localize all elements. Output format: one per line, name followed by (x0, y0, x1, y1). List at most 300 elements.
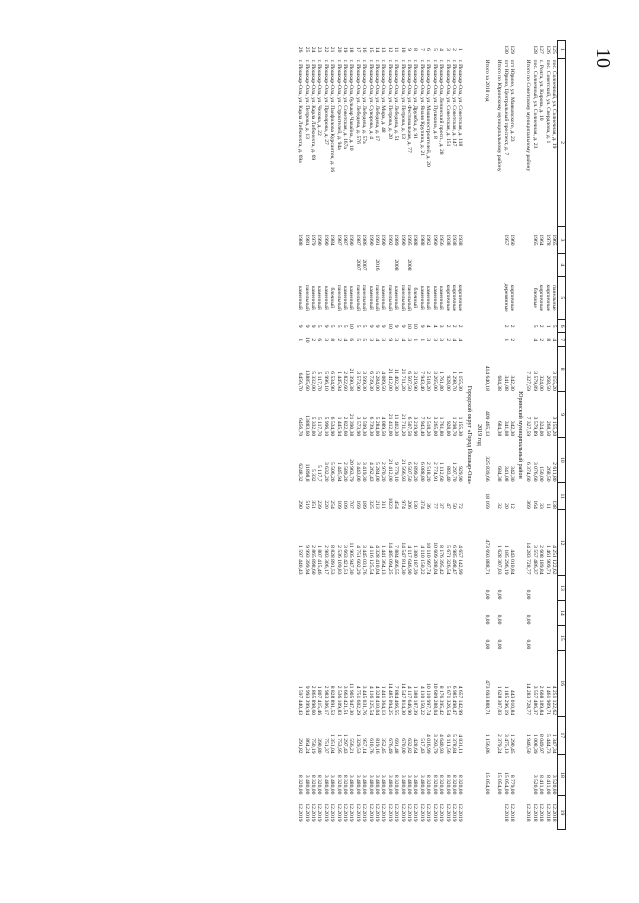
table-cell: 3 419,30 (361, 461, 368, 482)
table-cell: 10 (303, 336, 310, 343)
table-cell: 519 (303, 500, 310, 509)
table-cell (431, 254, 437, 277)
table-cell: 1979 (310, 234, 316, 246)
table-cell (322, 576, 328, 601)
table-cell (419, 625, 425, 650)
table-body (297, 41, 558, 830)
table-cell (335, 254, 341, 277)
table-cell: 454 (393, 500, 400, 509)
table-cell: 1 597 440,43 (297, 685, 304, 716)
table-cell: каменный (425, 285, 432, 310)
table-cell: 14 283 728,77 (525, 682, 532, 716)
table-row (348, 41, 354, 830)
table-row (303, 41, 309, 830)
table-cell: 24 (310, 46, 316, 53)
table-cell: кирпичные (444, 284, 451, 312)
table-cell: 5 (354, 324, 361, 328)
table-cell: 126 (544, 45, 551, 54)
table-cell (551, 254, 558, 277)
table-cell: 5 (342, 324, 349, 328)
table-cell (502, 576, 508, 601)
table-row (335, 41, 341, 830)
table-cell (380, 625, 386, 650)
table-cell: 6 (425, 48, 432, 51)
table-cell: 10 (348, 323, 355, 329)
table-cell: 11 (393, 46, 400, 53)
table-cell: 0,00 (525, 589, 532, 600)
table-cell: г. Йошкар-Ола, ул. Лебедева, д. 17 (374, 59, 381, 142)
table-cell: 21 390,38 (348, 413, 355, 437)
table-cell: 77 (431, 503, 438, 509)
table-cell: 4 117 646,90 (406, 545, 413, 575)
table-cell: 5 (531, 324, 538, 328)
table-row (329, 41, 335, 830)
table-cell (425, 576, 431, 601)
table-cell: 0,00 (496, 614, 503, 625)
table-cell: 12.2019 (303, 803, 310, 822)
table-cell: 4 (531, 338, 538, 342)
table-cell: 6 985 498,47 (450, 545, 457, 575)
table-cell: 1 461 909,71 (544, 685, 551, 716)
table-row (399, 41, 405, 830)
table-cell (544, 254, 550, 277)
table-row (544, 41, 550, 830)
table-cell (525, 254, 531, 277)
table-cell: г. Йошкар-Ола, ул. Петрова, д. 13 (303, 59, 310, 139)
table-cell: 14 (374, 46, 381, 53)
table-cell: 5 117,7 (316, 464, 323, 482)
table-cell: 3 480,00 (386, 774, 393, 795)
table-cell (335, 600, 341, 625)
table-cell (483, 333, 489, 347)
table-cell (538, 254, 544, 277)
table-cell: 11 402,30 (393, 414, 400, 437)
table-cell: 369 (525, 500, 532, 509)
table-cell (412, 254, 418, 277)
table-cell (531, 576, 537, 601)
table-cell: г. Йошкар-Ола, ул. Фестивальная, д. 77 (406, 59, 413, 153)
table-cell: г. Йошкар-Ола, ул. Яналя Крупина, д. 21 (418, 59, 425, 157)
table-cell: 4 328 410,04 (374, 685, 381, 716)
table-cell: 9 (310, 324, 316, 328)
table-cell: 6 507,50 (406, 371, 413, 391)
table-cell (406, 576, 412, 601)
table-cell: 14 547 814,30 (399, 542, 406, 575)
table-cell: 9 (406, 48, 413, 51)
table-cell: 2 518,20 (425, 461, 432, 482)
table-cell: 1990 (399, 234, 406, 246)
table-cell (406, 625, 412, 650)
table-cell: 8 320,00 (450, 774, 457, 795)
table-cell: 1992 (386, 234, 393, 246)
table-cell: 517,43 (418, 738, 425, 754)
table-cell: 12.2018 (551, 803, 557, 822)
table-cell: 6 507,50 (406, 416, 413, 437)
table-cell (457, 625, 463, 650)
table-cell: блочный (329, 287, 336, 309)
table-cell (531, 600, 537, 625)
table-cell: 6 (316, 338, 323, 342)
table-cell: 864,24 (303, 738, 310, 754)
table-cell: 2 536 109,83 (335, 545, 342, 575)
page-number: 10 (592, 48, 614, 68)
table-cell: 6 534,90 (329, 371, 336, 391)
table-cell (419, 576, 425, 601)
table-row (551, 41, 558, 830)
header-cell: 11 (558, 483, 566, 510)
header-cell: 13 (558, 576, 566, 601)
table-cell: 1 597 440,43 (297, 545, 304, 575)
table-cell: 3 579,89 (531, 416, 538, 437)
table-row (297, 41, 303, 830)
table-cell: г. Йошкар-Ола, Ленинский просп., д. 28 (438, 59, 445, 155)
table-cell: 0,00 (525, 614, 532, 625)
table-cell: 10 (412, 323, 419, 329)
table-cell: 2 (538, 324, 545, 328)
table-cell: 974 (399, 500, 406, 509)
table-cell: 12.2019 (361, 803, 368, 822)
table-cell: 8 828 891,53 (329, 545, 336, 575)
header-cell: 12 (558, 510, 566, 576)
table-cell: 1 329,53 (354, 734, 361, 754)
table-cell: 9 (322, 324, 329, 328)
table-cell: каменный (418, 285, 425, 310)
table-row (444, 41, 450, 830)
table-cell: 2 865 898,60 (310, 685, 316, 716)
table-cell: блочный (412, 287, 419, 309)
table-cell: 1 380 187,39 (412, 545, 419, 575)
table-row (451, 41, 457, 830)
table-cell: 5 996,10 (322, 416, 329, 437)
table-cell: 21 566,93 (399, 459, 406, 482)
table-cell: 929,90 (457, 466, 464, 482)
table-cell (509, 600, 515, 625)
table-cell: 2 (538, 338, 545, 342)
table-cell: 428,64 (412, 738, 419, 754)
table-cell (303, 254, 309, 277)
table-cell (348, 625, 354, 650)
table-row (406, 41, 412, 830)
table-cell: 3 557 486,37 (531, 685, 538, 716)
table-cell: каменный (310, 285, 316, 310)
table-cell: г. Йошкар-Ола, ул. Карла Либкнехта, д. 69а (297, 59, 304, 163)
table-cell: 473 693 888,71 (483, 680, 490, 716)
table-cell: г. Йошкар-Ола, ул. Петрова, д. 20 (386, 59, 393, 139)
table-cell: 7 884 466,55 (393, 545, 400, 575)
table-cell: 13883,60 (303, 415, 310, 437)
table-cell (399, 254, 405, 277)
table-cell: 707 (348, 500, 355, 509)
table-cell: 206 (406, 500, 413, 509)
table-cell: 3 480,00 (412, 774, 419, 795)
table-cell: 342,30 (508, 375, 515, 391)
table-cell: 268,50 (544, 466, 551, 482)
table-cell: 12.2019 (335, 803, 342, 822)
table-cell (316, 576, 322, 601)
table-cell: 9 (297, 324, 304, 328)
table-cell: 3 480,00 (406, 774, 413, 795)
table-cell: 1938 (444, 234, 451, 246)
table-cell: каменный (342, 285, 349, 310)
table-cell: 7 943,40 (418, 371, 425, 391)
table-cell: 1990 (316, 234, 323, 246)
table-cell: 324,00 (538, 420, 545, 437)
table-cell: 12.2019 (322, 803, 329, 822)
table-cell: 3 (438, 338, 445, 342)
table-cell: пос. Солнечный, ул. Солнечная, д. 23 (531, 59, 538, 149)
table-cell: 12 (386, 46, 393, 53)
table-cell (509, 576, 515, 601)
table-cell: 6 739,30 (367, 371, 374, 391)
table-cell (322, 600, 328, 625)
table-cell: 3 520,00 (531, 774, 538, 795)
table-cell: 12.2019 (348, 803, 355, 822)
table-cell: 414 640,18 (483, 365, 490, 391)
table-cell: 5 444,73 (544, 734, 551, 754)
table-cell: 12.2019 (457, 803, 464, 822)
table-cell (531, 254, 537, 277)
table-cell: 1956 (438, 234, 445, 246)
table-cell: 751,37 (322, 738, 329, 754)
table-cell: г. Йошкар-Ола, ул. Панфилова Курсантов, д. 16 (329, 59, 336, 173)
table-cell: 8 779,00 (508, 774, 515, 795)
table-cell: 6 (348, 338, 355, 342)
table-cell: панельный (303, 284, 310, 311)
table-cell: 1 445,94 (335, 416, 342, 437)
table-cell: 18 (348, 46, 355, 53)
table-cell: 291,82 (297, 738, 304, 754)
table-cell: 5 996,10 (322, 371, 329, 391)
header-cell: 1 (558, 41, 566, 59)
table-cell: 2 865 898,60 (310, 545, 316, 575)
table-row (386, 41, 392, 830)
table-cell: 10 609 288,04 (431, 542, 438, 575)
table-cell: 342,30 (508, 466, 515, 482)
table-cell: 213 (374, 500, 381, 509)
table-cell: 341,08 (502, 375, 509, 391)
table-cell: 26 (297, 46, 304, 53)
table-cell: 4 (399, 338, 406, 342)
table-cell: 8 320,00 (335, 774, 342, 795)
table-cell: 20 (502, 503, 509, 509)
total-row-2018 (483, 41, 489, 830)
table-cell (316, 600, 322, 625)
table-cell: 3 (444, 48, 451, 51)
housing-table (297, 40, 566, 830)
table-cell: 2 983 306,17 (322, 685, 329, 716)
table-cell: 3 573,90 (354, 371, 361, 391)
table-cell: 138 (551, 500, 557, 509)
table-cell: 2 611,80 (551, 462, 557, 482)
table-cell (457, 576, 463, 601)
table-cell: 189 (361, 500, 368, 509)
table-cell: 1 445,94 (335, 461, 342, 482)
table-cell (361, 576, 367, 601)
table-cell: 2 (335, 338, 342, 342)
table-cell (438, 254, 444, 277)
table-cell: 12.2019 (316, 803, 323, 822)
table-cell (303, 625, 309, 650)
table-cell: 1987 (354, 234, 361, 246)
table-cell: 32 (496, 503, 503, 509)
table-cell: 5 (361, 338, 368, 342)
table-cell: 15 054,00 (483, 772, 490, 795)
table-cell (438, 600, 444, 625)
total-row (525, 41, 531, 830)
table-cell: 22 (322, 46, 329, 53)
table-cell: панельный (374, 284, 381, 311)
table-cell: 2 379,24 (496, 734, 503, 754)
table-cell (438, 625, 444, 650)
table-cell (348, 576, 354, 601)
table-cell (544, 625, 550, 650)
table-cell: пос. Солнечный, ул. Солнечная, д. 19 (551, 59, 557, 149)
table-cell: 3 (380, 338, 387, 342)
table-cell: 3 076,60 (531, 461, 538, 482)
table-cell: 2 518,20 (425, 416, 432, 437)
table-cell: 12.2019 (310, 803, 316, 822)
table-cell: 12.2019 (438, 803, 445, 822)
table-cell: блочные (531, 287, 538, 308)
table-cell: 47 (444, 503, 451, 509)
table-cell: 1 380 187,39 (412, 685, 419, 716)
table-cell: 4 262,43 (367, 461, 374, 482)
table-cell (310, 600, 316, 625)
table-cell: кирпичные (544, 284, 551, 312)
table-cell: 6 374,60 (525, 461, 532, 482)
table-row (374, 41, 380, 830)
section-title: 2019 год (475, 424, 482, 446)
table-row (538, 41, 544, 830)
table-cell (316, 254, 322, 277)
table-cell: 7 884 466,55 (393, 685, 400, 716)
table-cell: 12.2019 (393, 803, 400, 822)
table-cell: 0,00 (483, 589, 490, 600)
table-cell (419, 254, 425, 277)
table-cell (329, 600, 335, 625)
table-cell (444, 625, 450, 650)
table-cell: 1 185 296,19 (502, 685, 509, 716)
table-cell: 21 412,00 (386, 459, 393, 482)
table-row (438, 41, 444, 830)
table-cell: 4 251 122,62 (551, 545, 557, 575)
table-cell: 8 320,00 (425, 774, 432, 795)
table-cell: 1964 (538, 234, 545, 246)
table-cell: 8 176 395,42 (438, 685, 445, 716)
table-cell (367, 600, 373, 625)
table-cell: 3 265,00 (431, 416, 438, 437)
table-row (412, 41, 418, 830)
table-cell: 3 (393, 338, 400, 342)
table-cell: 14 485 094,25 (386, 542, 393, 575)
table-cell (431, 600, 437, 625)
table-cell: 21 390,38 (348, 368, 355, 391)
table-cell: 12.2019 (431, 803, 438, 822)
table-cell: 1 297,43 (342, 734, 349, 754)
table-cell: каменный (438, 285, 445, 310)
table-cell (329, 254, 335, 277)
table-cell: пос. Советский, ул. Свердлова, д. 1 (544, 59, 551, 144)
table-cell: 17 (354, 46, 361, 53)
table-cell: 1 156,86 (483, 734, 490, 754)
table-cell: 1 761,80 (438, 416, 445, 437)
table-cell: 5 (316, 324, 323, 328)
table-cell: 2 (450, 48, 457, 51)
table-cell: панельный (335, 284, 342, 311)
table-cell (297, 600, 303, 625)
section-row-yurino (515, 41, 525, 830)
table-cell (551, 625, 558, 650)
table-cell: 8 049,97 (538, 734, 545, 754)
table-cell: 1 753,95 (335, 734, 342, 754)
table-cell (297, 625, 303, 650)
table-cell: 12.2019 (374, 803, 381, 822)
table-cell (412, 625, 418, 650)
table-row (393, 41, 399, 830)
table-cell: 7 943,40 (418, 416, 425, 437)
header-cell: 7 (558, 333, 566, 347)
table-cell: 125 (551, 45, 557, 54)
table-cell: каменный (316, 285, 323, 310)
table-cell: 4 751 602,29 (354, 545, 361, 575)
table-cell (483, 276, 489, 319)
section-row-yoshkar-ola (463, 41, 473, 830)
table-cell: 473 693 888,71 (483, 539, 490, 575)
table-cell: 1 008,39 (531, 734, 538, 754)
table-cell (483, 226, 489, 253)
table-row (380, 41, 386, 830)
table-cell: 3 663 421,51 (342, 545, 349, 575)
table-cell: 3 480,00 (374, 774, 381, 795)
table-cell: 1987 (342, 234, 349, 246)
header-cell: 9 (558, 392, 566, 437)
table-cell: 10 (399, 46, 406, 53)
table-cell (329, 576, 335, 601)
table-cell: 1 297,70 (450, 461, 457, 482)
table-cell: 3 293,79 (431, 734, 438, 754)
table-cell: 1 155,30 (457, 416, 464, 437)
table-cell (425, 625, 431, 650)
table-cell: 3 599,30 (361, 371, 368, 391)
table-cell: 1 155,30 (457, 371, 464, 391)
table-cell: 325 839,66 (483, 456, 490, 482)
table-cell: 676,49 (386, 738, 393, 754)
table-cell: 3 480,00 (348, 774, 355, 795)
table-cell (386, 600, 392, 625)
table-cell (367, 254, 373, 277)
table-cell (444, 600, 450, 625)
table-cell: 311 (380, 500, 387, 509)
table-cell: 3 265,00 (431, 371, 438, 391)
table-cell (348, 600, 354, 625)
table-cell: 1 (297, 338, 304, 342)
table-cell (509, 625, 515, 650)
table-cell (342, 600, 348, 625)
table-cell: 4 (425, 324, 432, 328)
table-cell: 3 480,00 (380, 774, 387, 795)
table-cell: 14 485 094,25 (386, 682, 393, 716)
header-cell: 16 (558, 650, 566, 716)
table-cell (451, 576, 457, 601)
table-cell: 1 112,60 (438, 462, 445, 482)
table-cell: 290 (297, 500, 304, 509)
table-cell: 6 985 498,47 (450, 685, 457, 716)
table-cell: 1 290,45 (508, 734, 515, 754)
table-cell (322, 625, 328, 650)
table-cell (438, 576, 444, 601)
table-cell: г. Йошкар-Ола, бульвар Чавайна, д. 10 (348, 59, 355, 151)
table-cell: 2 608 189,84 (538, 545, 545, 575)
